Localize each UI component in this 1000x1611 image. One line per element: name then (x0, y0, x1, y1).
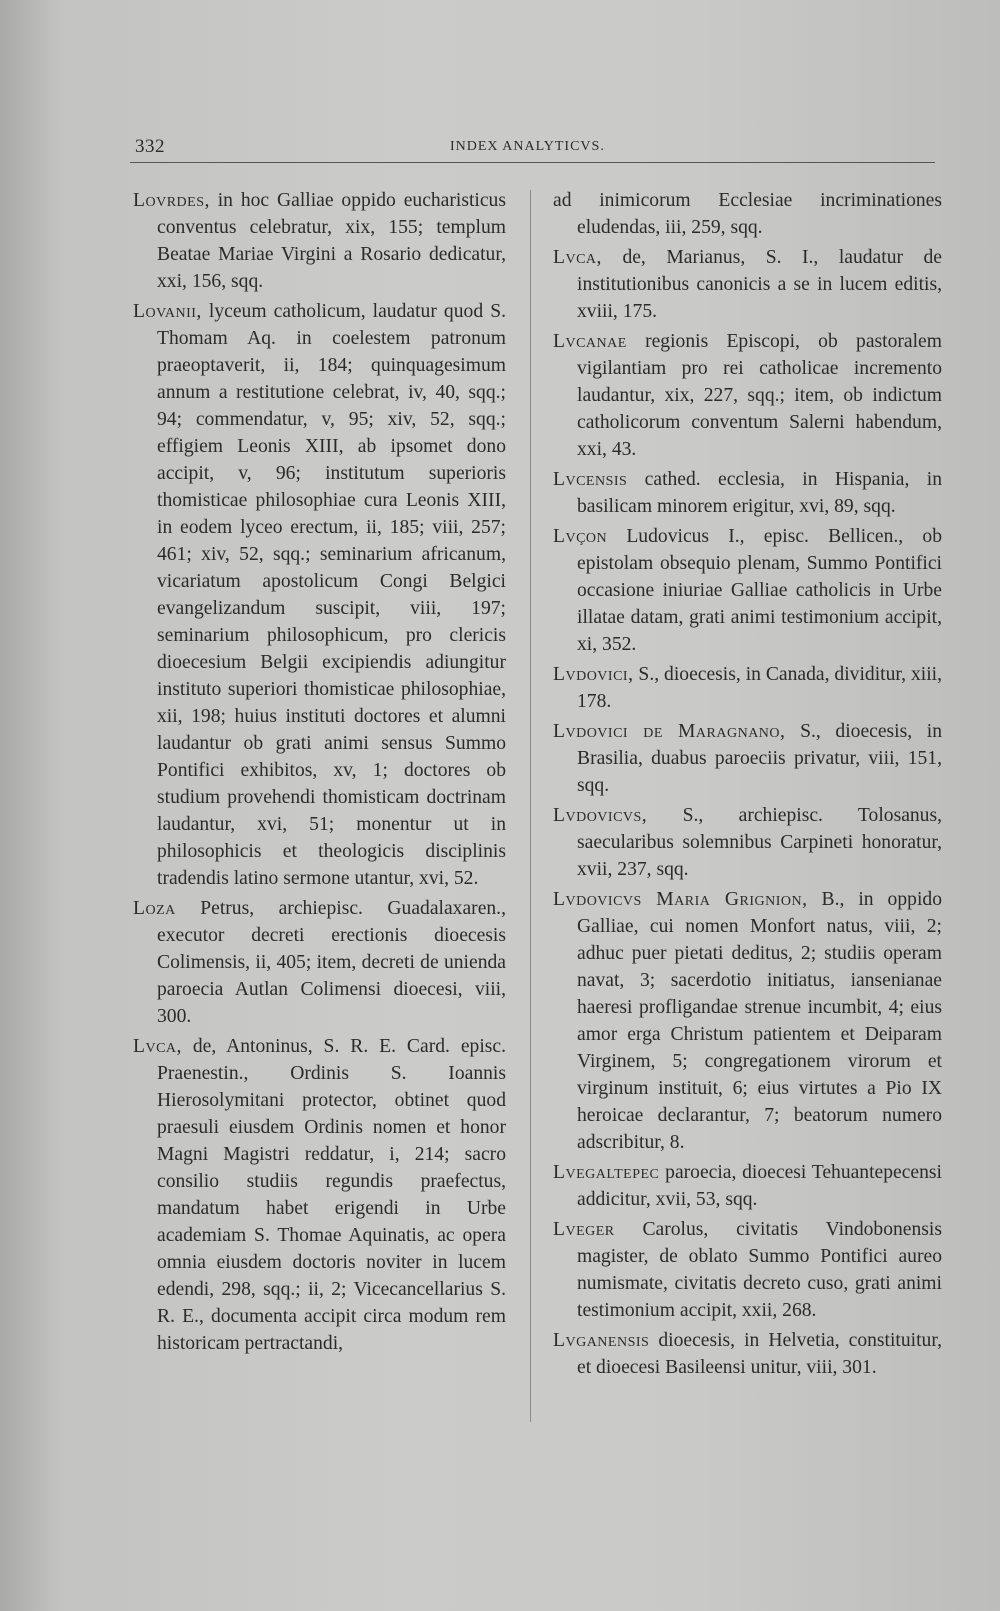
running-title: INDEX ANALYTICVS. (450, 139, 605, 154)
index-entry (133, 1033, 506, 1357)
index-entry (553, 886, 942, 1156)
entry-headword: Lvçon (553, 526, 608, 547)
entry-text: de, Marianus, S. I., laudatur de institutionibus canonicis a se in lucem editis, xviii, 175. (577, 247, 942, 322)
entry-text: ad inimicorum Ecclesiae incriminationes eludendas, iii, 259, sqq. (553, 190, 942, 238)
index-entry (553, 1159, 942, 1213)
entry-headword: Lvdovicvs Maria Grignion, (553, 889, 808, 910)
index-entry (553, 466, 942, 520)
left-column (133, 187, 506, 1360)
right-column (553, 187, 942, 1384)
entry-headword: Lveger (553, 1219, 615, 1240)
entry-headword: Lvca, (553, 247, 602, 268)
entry-text: S., dioecesis, in Canada, dividitur, xiii, 178. (577, 664, 942, 712)
index-entry (553, 802, 942, 883)
page-number: 332 (135, 136, 165, 157)
entry-headword: Lvcensis (553, 469, 628, 490)
index-entry (133, 298, 506, 892)
index-entry (553, 523, 942, 658)
entry-text: de, Antoninus, S. R. E. Card. episc. Praenestin., Ordinis S. Ioannis Hierosolymitani protector, obtinet quod praesuli eiusdem Ordinis nomen et honor Magni Magistri reddatur, i, 214; sacro consilio studiis regundis praefectus, mandatum habet erigendi in Urbe academiam S. Thomae Aquinatis, ac opera omnia eiusdem doctoris noviter in lucem edendi, 298, sqq.; ii, 2; Vicecancellarius S. R. E., documenta accipit circa modum rem historicam pertractandi, (157, 1036, 506, 1354)
index-entry (553, 1216, 942, 1324)
entry-headword: Lvdovicvs, (553, 805, 648, 826)
entry-text: dioecesis, in Helvetia, constituitur, et dioecesi Basileensi unitur, viii, 301. (577, 1330, 942, 1378)
entry-headword: Lvegaltepec (553, 1162, 660, 1183)
index-entry (553, 661, 942, 715)
entry-text: paroecia, dioecesi Tehuantepecensi addicitur, xvii, 53, sqq. (577, 1162, 942, 1210)
entry-headword: Loza (133, 898, 176, 919)
page-header (135, 130, 935, 160)
index-entry (553, 718, 942, 799)
entry-headword: Lvdovici, (553, 664, 634, 685)
index-entry (133, 187, 506, 295)
entry-text: Carolus, civitatis Vindobonensis magister, de oblato Summo Pontifici aureo numismate, civitatis decreto cuso, grati animi testimonium accipit, xxii, 268. (577, 1219, 942, 1321)
entry-text: in hoc Galliae oppido eucharisticus conventus celebratur, xix, 155; templum Beatae Mariae Virgini a Rosario dedicatur, xxi, 156, sqq. (157, 190, 506, 292)
entry-headword: Lvdovici de Maragnano, (553, 721, 786, 742)
entry-text: B., in oppido Galliae, cui nomen Monfort natus, viii, 2; adhuc puer pietati deditus, 2; studiis operam navat, 3; sacerdotio initiatus, iansenianae haeresi profligandae strenue incumbit, 4; eius amor erga Christum patientem et Deiparam Virginem, 5; congregationem virorum et virginum instituit, 6; eius virtutes a Pio IX heroicae declarantur, 7; beatorum numero adscribitur, 8. (577, 889, 942, 1153)
index-entry (553, 187, 942, 241)
index-entry (553, 1327, 942, 1381)
entry-headword: Lovrdes, (133, 190, 210, 211)
column-divider (530, 190, 531, 1422)
entry-headword: Lvcanae (553, 331, 627, 352)
header-rule (130, 162, 935, 163)
entry-text: regionis Episcopi, ob pastoralem vigilantiam pro rei catholicae incremento laudantur, xix, 227, sqq.; item, ob indictum catholicorum conventum Salerni habendum, xxi, 43. (577, 331, 942, 460)
index-entry (553, 328, 942, 463)
entry-text: lyceum catholicum, laudatur quod S. Thomam Aq. in coelestem patronum praeoptaverit, ii, 184; quinquagesimum annum a restitutione celebrat, iv, 40, sqq.; 94; commendatur, v, 95; xiv, 52, sqq.; effigiem Leonis XIII, ab ipsomet dono accipit, v, 96; institutum superioris thomisticae philosophiae cura Leonis XIII, in eodem lyceo erectum, ii, 185; viii, 257; 461; xiv, 52, sqq.; seminarium africanum, vicariatum apostolicum Congi Belgici evangelizandum suscipit, viii, 197; seminarium philosophicum, pro clericis dioecesium Belgii excipiendis adiungitur instituto superiori thomisticae philosophiae, xii, 198; huius instituti doctores et alumni laudantur ob grati animi sensus Summo Pontifici exhibitos, xv, 1; doctores ob studium provehendi thomisticam doctrinam laudantur, xvi, 51; monentur ut in philosophicis et theologicis disciplinis tradendis latino sermone utantur, xvi, 52. (157, 301, 506, 889)
entry-text: S., archiepisc. Tolosanus, saecularibus solemnibus Carpineti honoratur, xvii, 237, sqq. (577, 805, 943, 880)
entry-text: Ludovicus I., episc. Bellicen., ob epistolam obsequio plenam, Summo Pontifici occasione iniuriae Galliae catholicis in Urbe illatae datam, grati animi testimonium accipit, xi, 352. (577, 526, 942, 655)
entry-headword: Lvganensis (553, 1330, 650, 1351)
index-entry (553, 244, 942, 325)
entry-headword: Lovanii, (133, 301, 202, 322)
entry-text: S., dioecesis, in Brasilia, duabus paroeciis privatur, viii, 151, sqq. (577, 721, 942, 796)
entry-text: cathed. ecclesia, in Hispania, in basilicam minorem erigitur, xvi, 89, sqq. (577, 469, 942, 517)
entry-text: Petrus, archiepisc. Guadalaxaren., executor decreti erectionis dioecesis Colimensis, ii, 405; item, decreti de unienda paroecia Autlan Colimensi dioecesi, viii, 300. (157, 898, 506, 1027)
index-entry (133, 895, 506, 1030)
entry-headword: Lvca, (133, 1036, 182, 1057)
